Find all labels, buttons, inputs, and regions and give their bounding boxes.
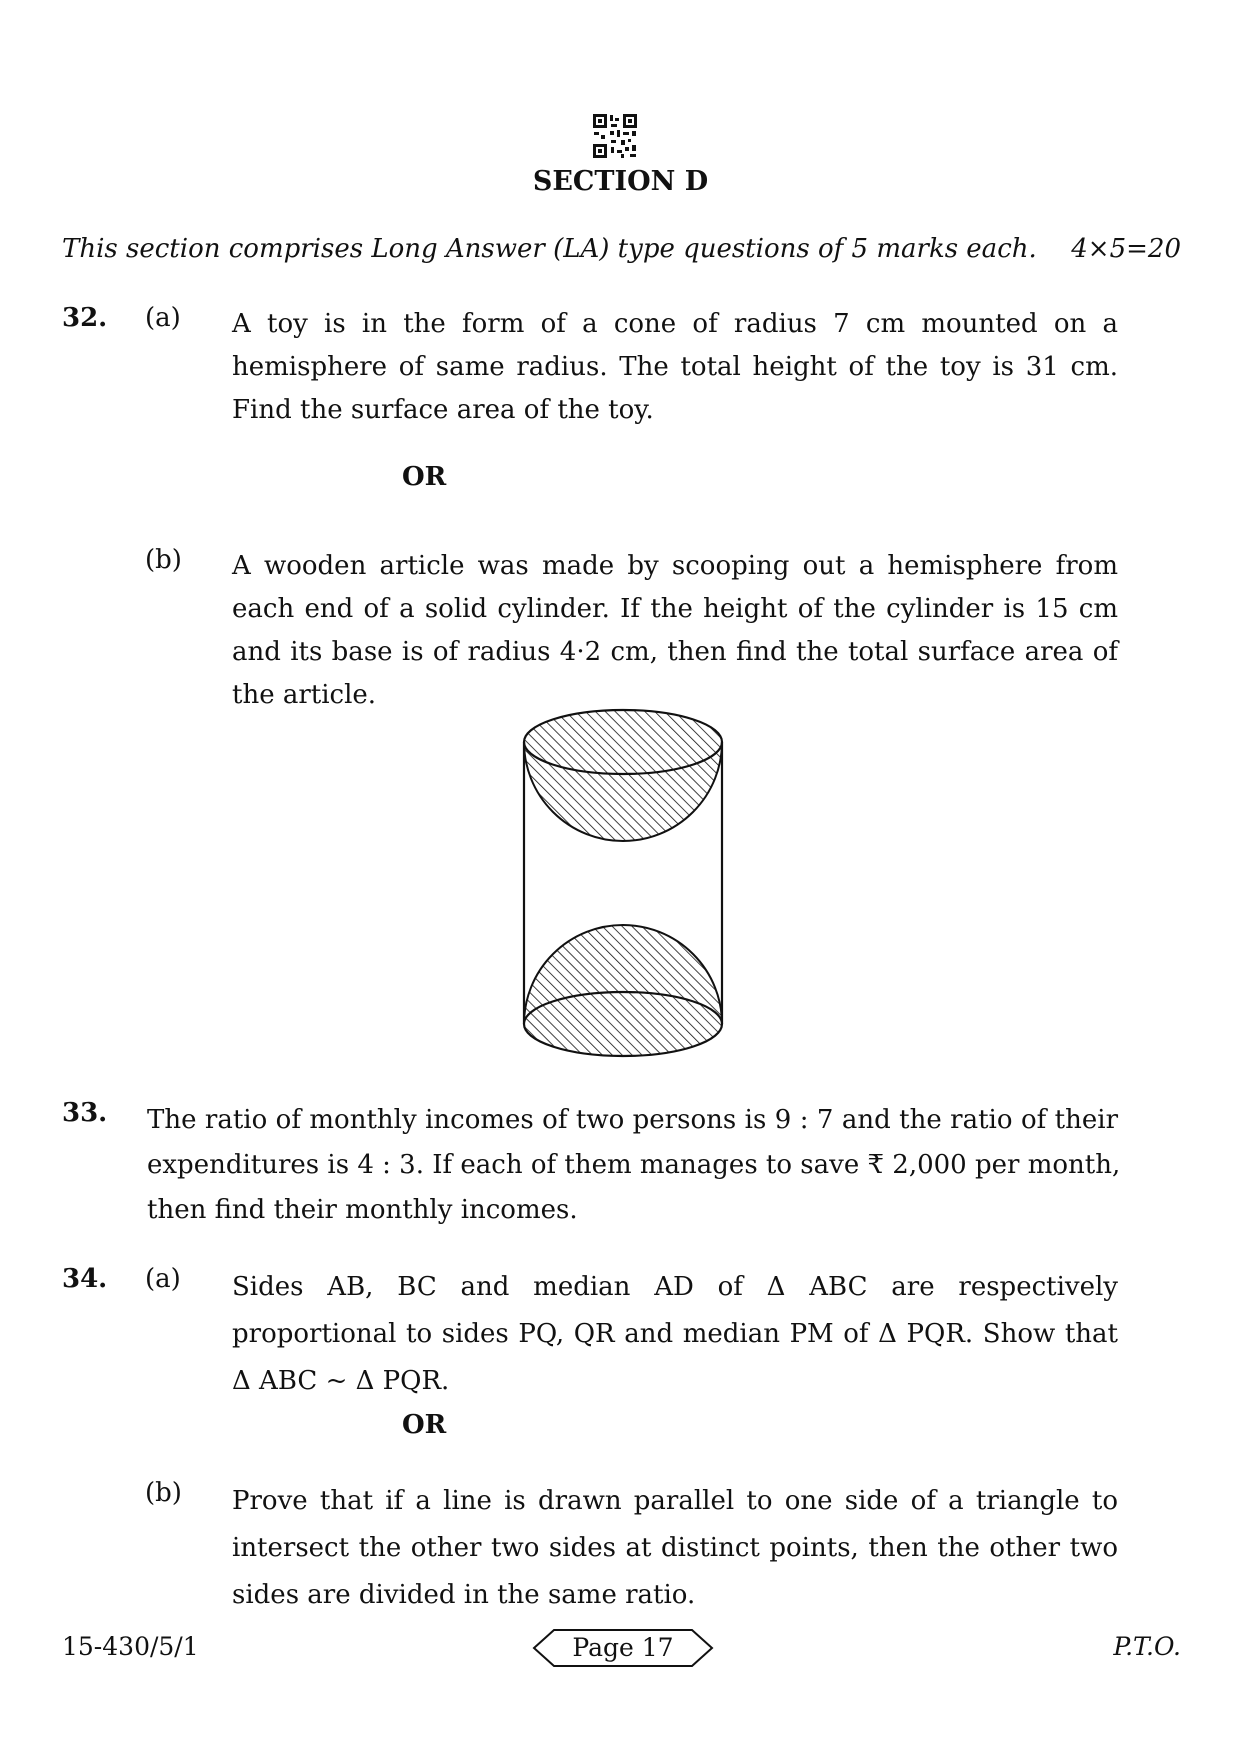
page-number-badge bbox=[532, 1628, 714, 1668]
text-line: Sides AB, BC and median AD of Δ ABC are respectively bbox=[232, 1272, 1118, 1302]
text-line: the article. bbox=[232, 680, 377, 710]
text-line: Δ ABC ~ Δ PQR. bbox=[232, 1366, 450, 1396]
question-34b-text bbox=[232, 1478, 1118, 1619]
question-32-part-b-label: (b) bbox=[145, 545, 182, 575]
question-32b-text bbox=[232, 545, 1118, 717]
text-line: proportional to sides PQ, QR and median PM of Δ PQR. Show that bbox=[232, 1319, 1118, 1349]
text-line: Find the surface area of the toy. bbox=[232, 395, 654, 425]
question-34a-text bbox=[232, 1264, 1118, 1405]
text-line: A wooden article was made by scooping out a hemisphere from bbox=[232, 551, 1118, 581]
question-number-33: 33. bbox=[62, 1098, 108, 1128]
question-32a-text bbox=[232, 303, 1118, 432]
question-33-text bbox=[147, 1098, 1121, 1233]
section-marks: 4×5=20 bbox=[1071, 234, 1181, 264]
text-line: each end of a solid cylinder. If the height of the cylinder is 15 cm bbox=[232, 594, 1118, 624]
qr-code-icon bbox=[592, 113, 638, 159]
question-32-part-a-label: (a) bbox=[145, 303, 181, 333]
question-number-34: 34. bbox=[62, 1264, 108, 1294]
or-separator: OR bbox=[402, 1410, 447, 1440]
question-34-part-a-label: (a) bbox=[145, 1264, 181, 1294]
paper-code: 15-430/5/1 bbox=[62, 1632, 199, 1661]
section-instructions: This section comprises Long Answer (LA) type questions of 5 marks each. bbox=[62, 234, 1037, 264]
text-line: A toy is in the form of a cone of radius 7 cm mounted on a bbox=[232, 309, 1118, 339]
section-title: SECTION D bbox=[532, 166, 709, 197]
text-line: expenditures is 4 : 3. If each of them manages to save ₹ 2,000 per month, bbox=[147, 1150, 1121, 1180]
text-line: Prove that if a line is drawn parallel to one side of a triangle to bbox=[232, 1486, 1118, 1516]
or-separator: OR bbox=[402, 462, 447, 492]
text-line: and its base is of radius 4·2 cm, then find the total surface area of bbox=[232, 637, 1118, 667]
text-line: then find their monthly incomes. bbox=[147, 1195, 578, 1225]
text-line: The ratio of monthly incomes of two persons is 9 : 7 and the ratio of their bbox=[147, 1105, 1118, 1135]
text-line: hemisphere of same radius. The total height of the toy is 31 cm. bbox=[232, 352, 1118, 382]
hollowed-cylinder-figure bbox=[520, 706, 726, 1066]
question-34-part-b-label: (b) bbox=[145, 1478, 182, 1508]
text-line: sides are divided in the same ratio. bbox=[232, 1580, 696, 1610]
page-number: Page 17 bbox=[572, 1633, 674, 1662]
bottom-face bbox=[524, 992, 722, 1056]
please-turn-over: P.T.O. bbox=[1113, 1632, 1181, 1661]
text-line: intersect the other two sides at distinct points, then the other two bbox=[232, 1533, 1118, 1563]
question-number-32: 32. bbox=[62, 303, 108, 333]
top-face bbox=[524, 710, 722, 774]
